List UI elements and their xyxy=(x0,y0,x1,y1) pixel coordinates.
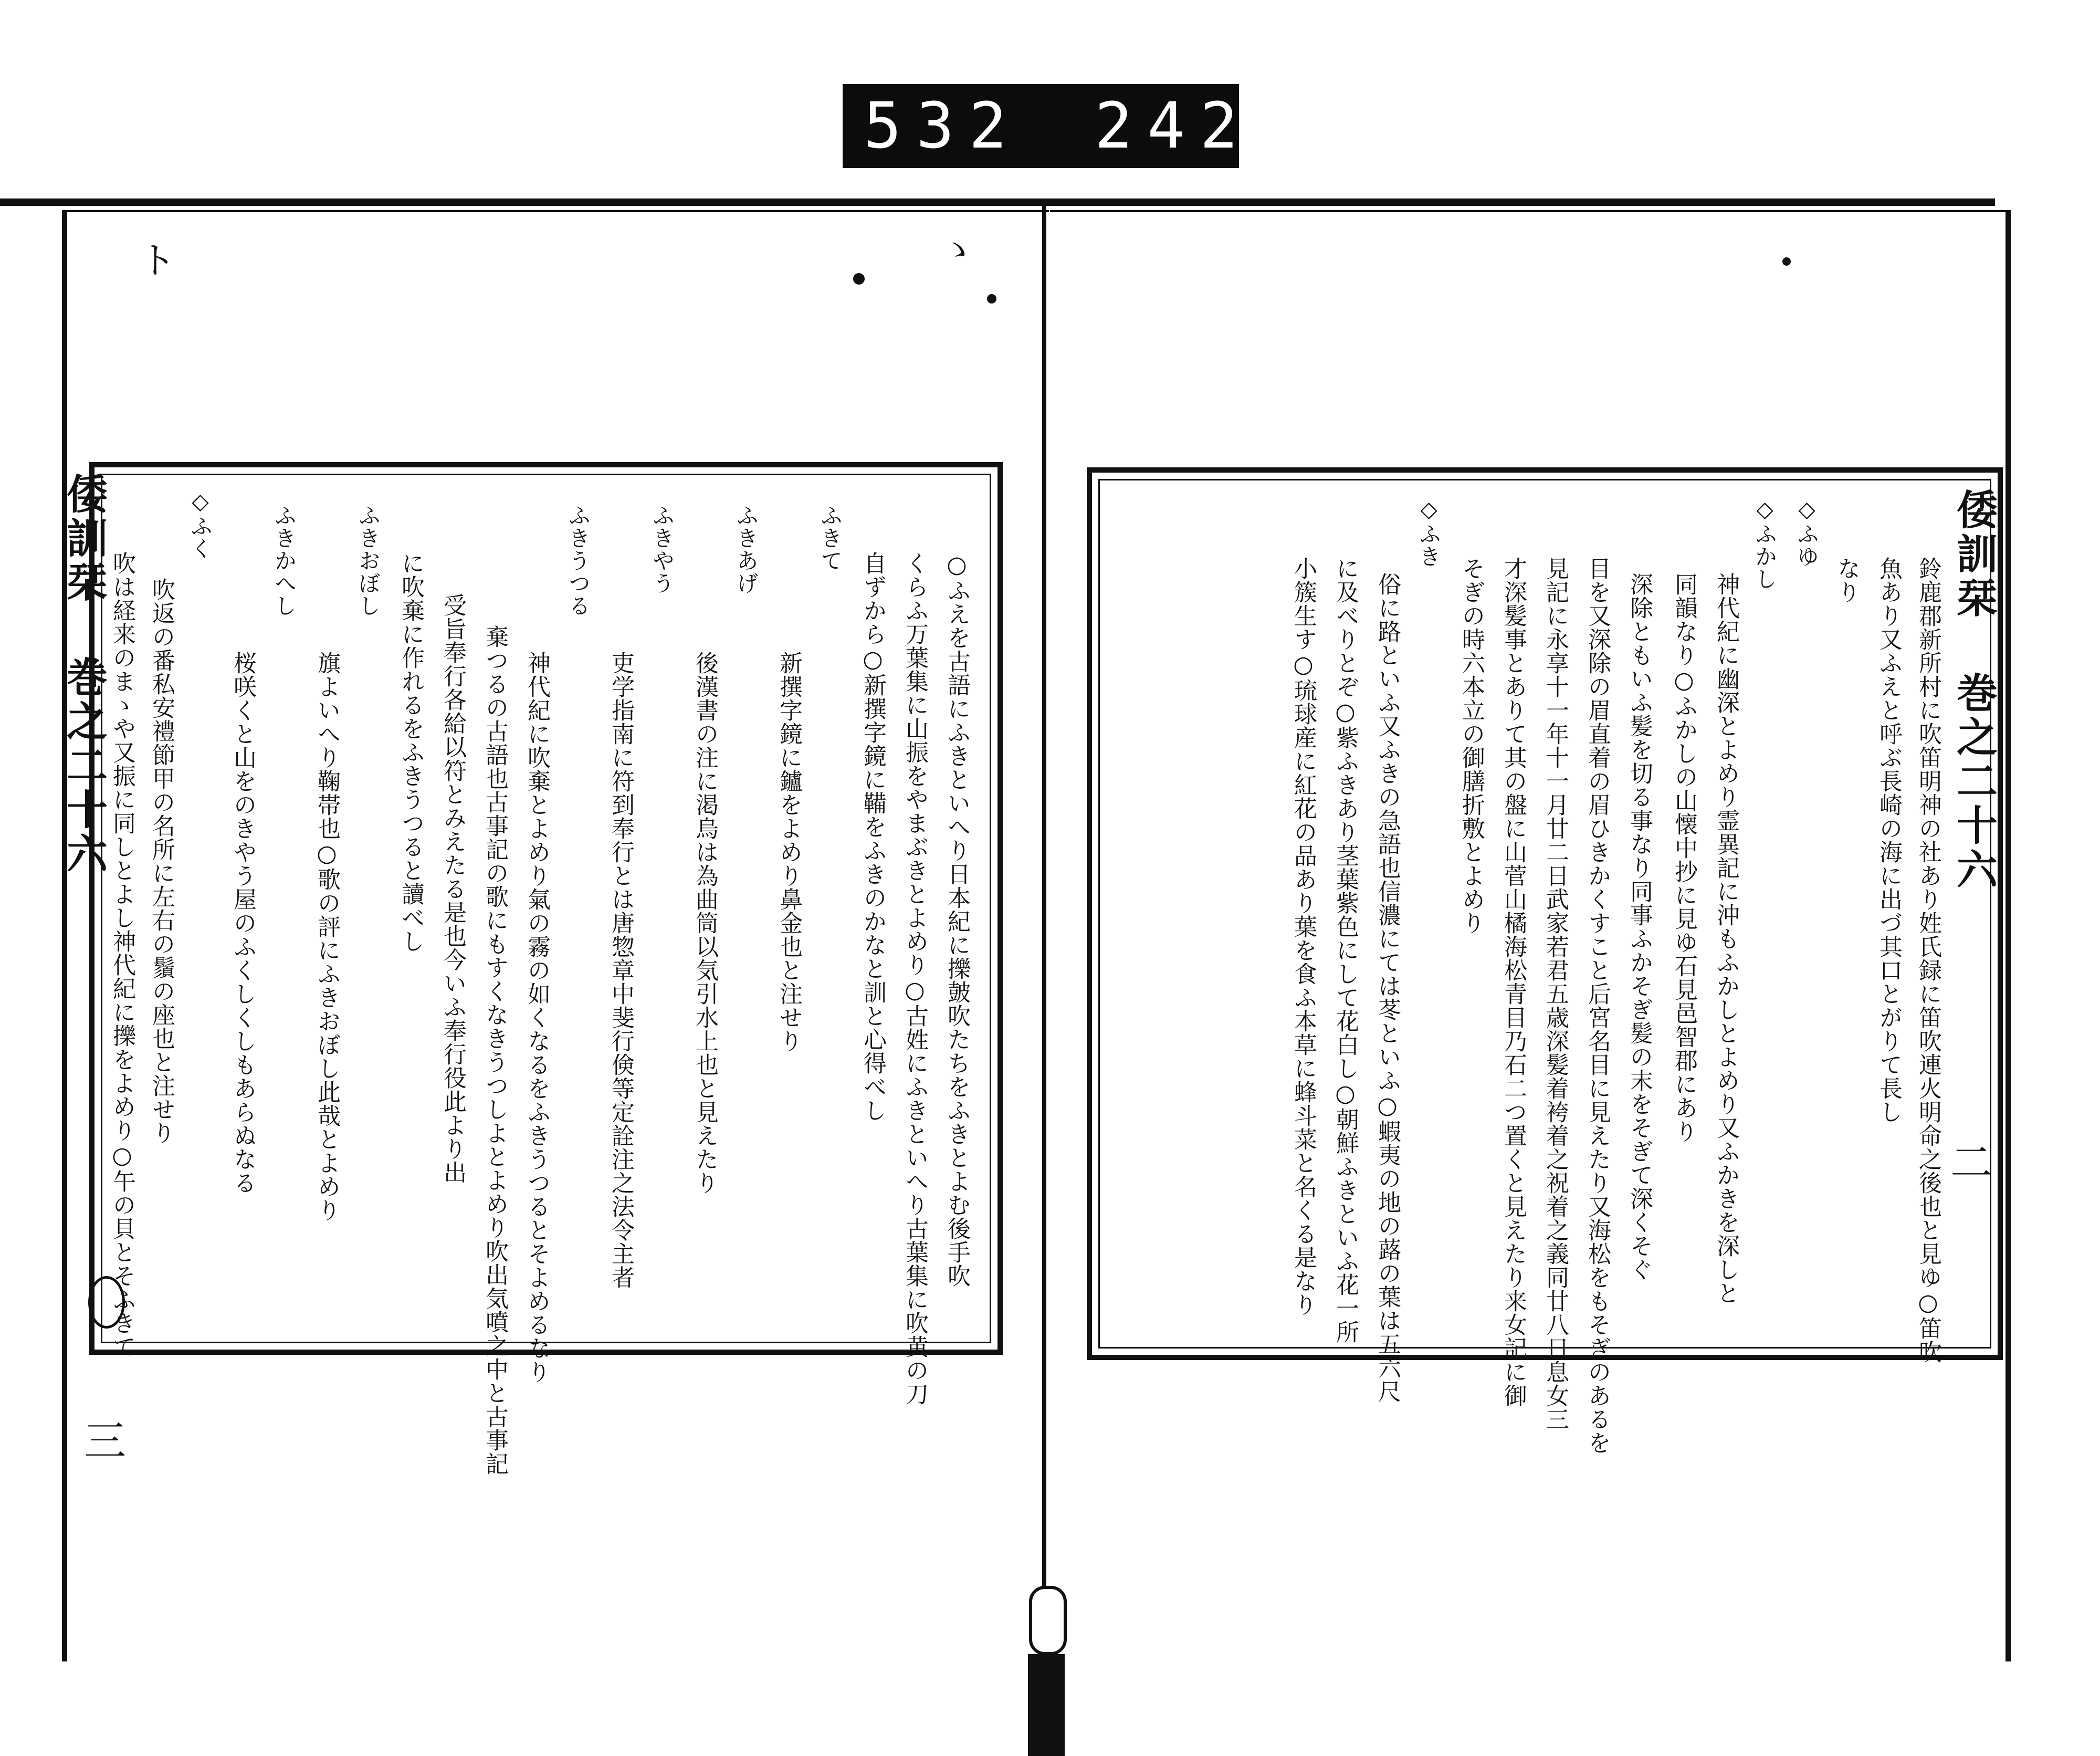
text-column: 才深髪事とありて其の盤に山菅山橘海松青目乃石二つ置くと見えたり来女記に御 xyxy=(1500,557,1527,1407)
text-column: 受旨奉行各給以符とみえたる是也今いふ奉行役此より出 xyxy=(439,593,466,1184)
text-column: 吹は経来のまゝや又振に同しとよし神代紀に擽をよめり○午の貝とそふきて xyxy=(109,551,135,1358)
text-column: くらふ万葉集に山振をやまぶきとよめり○古姓にふきといへり古葉集に吹黄の刀 xyxy=(901,551,928,1406)
right-page-header: 倭訓栞 巻之二十六 xyxy=(1950,488,1998,892)
entry-heading: ふきて xyxy=(817,504,843,572)
ink-spot xyxy=(853,273,865,285)
text-column: 深除ともいふ髪を切る事なり同事ふかそぎ髪の末をそぎて深くそぐ xyxy=(1626,572,1653,1281)
text-column: 俗に路といふ又ふきの急語也信濃にては苳といふ○蝦夷の地の蕗の葉は五六尺 xyxy=(1374,572,1401,1403)
text-column: 目を又深除の眉直着の眉ひきかくすこと后宮名目に見えたり又海松をもそぎのあるを xyxy=(1584,557,1611,1455)
binding-tab xyxy=(1028,1654,1065,1756)
entry-heading: ◇ふく xyxy=(187,488,213,560)
entry-heading: ◇ふゆ xyxy=(1794,496,1820,568)
catalog-number-left: 532 xyxy=(864,89,1022,163)
left-page-number: 三 xyxy=(84,1417,126,1466)
text-column: 同韻なり○ふかしの山懐中抄に見ゆ石見邑智郡にあり xyxy=(1671,572,1697,1143)
entry-heading: ふきやう xyxy=(649,504,675,594)
text-column: 鈴鹿郡新所村に吹笛明神の社あり姓氏録に笛吹連火明命之後也と見ゆ○笛吹 xyxy=(1915,557,1941,1364)
text-column: 新撰字鏡に鑪をよめり鼻金也と注せり xyxy=(775,651,802,1053)
text-column: に及べりとぞ○紫ふきあり茎葉紫色にして花白し○朝鮮ふきといふ花一所 xyxy=(1332,557,1359,1344)
ink-spot xyxy=(1782,257,1791,266)
text-column: 自ずから○新撰字鏡に鞴をふきのかなと訓と心得べし xyxy=(859,551,886,1122)
text-column: 魚あり又ふえと呼ぶ長崎の海に出づ其口とがりて長し xyxy=(1875,557,1902,1124)
text-column: 吹返の番私安禮節甲の名所に左右の鬚の座也と注せり xyxy=(148,578,175,1145)
right-page-number: 二 xyxy=(1950,1138,1992,1187)
text-column: ○ふえを古語にふきといへり日本紀に擽皷吹たちをふきとよむ後手吹 xyxy=(943,551,970,1288)
binding-cord-knot xyxy=(1029,1586,1067,1655)
text-column: なり xyxy=(1833,557,1860,604)
text-column: そぎの時六本立の御膳折敷とよめり xyxy=(1458,557,1485,935)
text-column: 神代紀に幽深とよめり霊異記に沖もふかしとよめり又ふかきを深しと xyxy=(1713,572,1739,1305)
text-column: 後漢書の注に渇烏は為曲筒以気引水上也と見えたり xyxy=(691,651,718,1195)
entry-heading: ふきうつる xyxy=(565,504,591,617)
catalog-number-right: 242. xyxy=(1095,89,1305,163)
entry-heading: ふきあげ xyxy=(733,504,759,594)
margin-mark-top-center: ゝ xyxy=(940,228,976,271)
text-column: 見記に永享十一年十一月廿二日武家若君五歳深髪着袴着之祝着之義同廿八日息女三 xyxy=(1542,557,1569,1431)
book-top-edge xyxy=(0,198,1995,206)
entry-heading: ◇ふき xyxy=(1416,496,1442,568)
catalog-number-label xyxy=(843,84,1305,168)
text-column: 吏学指南に符到奉行とは唐惣章中斐行倹等定詮注之法令主者 xyxy=(607,651,634,1289)
text-column: 旗よいへり鞠帯也○歌の評にふきおぼし此哉とよめり xyxy=(313,651,340,1222)
entry-heading: ◇ふかし xyxy=(1752,496,1778,590)
ink-spot xyxy=(987,294,996,304)
text-column: に吹棄に作れるをふきうつると讀べし xyxy=(397,551,424,953)
margin-mark-top-left: ト xyxy=(139,239,176,282)
entry-heading: ふきおぼし xyxy=(355,504,381,617)
entry-heading: ふきかへし xyxy=(271,504,297,617)
left-page-header: 倭訓栞 巻之二十六 xyxy=(60,473,108,876)
book-spine xyxy=(1042,206,1046,1603)
text-column: 小簇生す○琉球産に紅花の品あり葉を食ふ本草に蜂斗菜と名くる是なり xyxy=(1290,557,1317,1316)
text-column: 神代紀に吹棄とよめり氣の霧の如くなるをふきうつるとそよめるなり xyxy=(523,651,550,1384)
text-column: 棄つるの古語也古事記の歌にもすくなきうつしよとよめり吹出気噴之中と古事記 xyxy=(481,625,508,1476)
text-column: 桜咲くと山をのきやう屋のふくしくしもあらぬなる xyxy=(229,651,256,1195)
